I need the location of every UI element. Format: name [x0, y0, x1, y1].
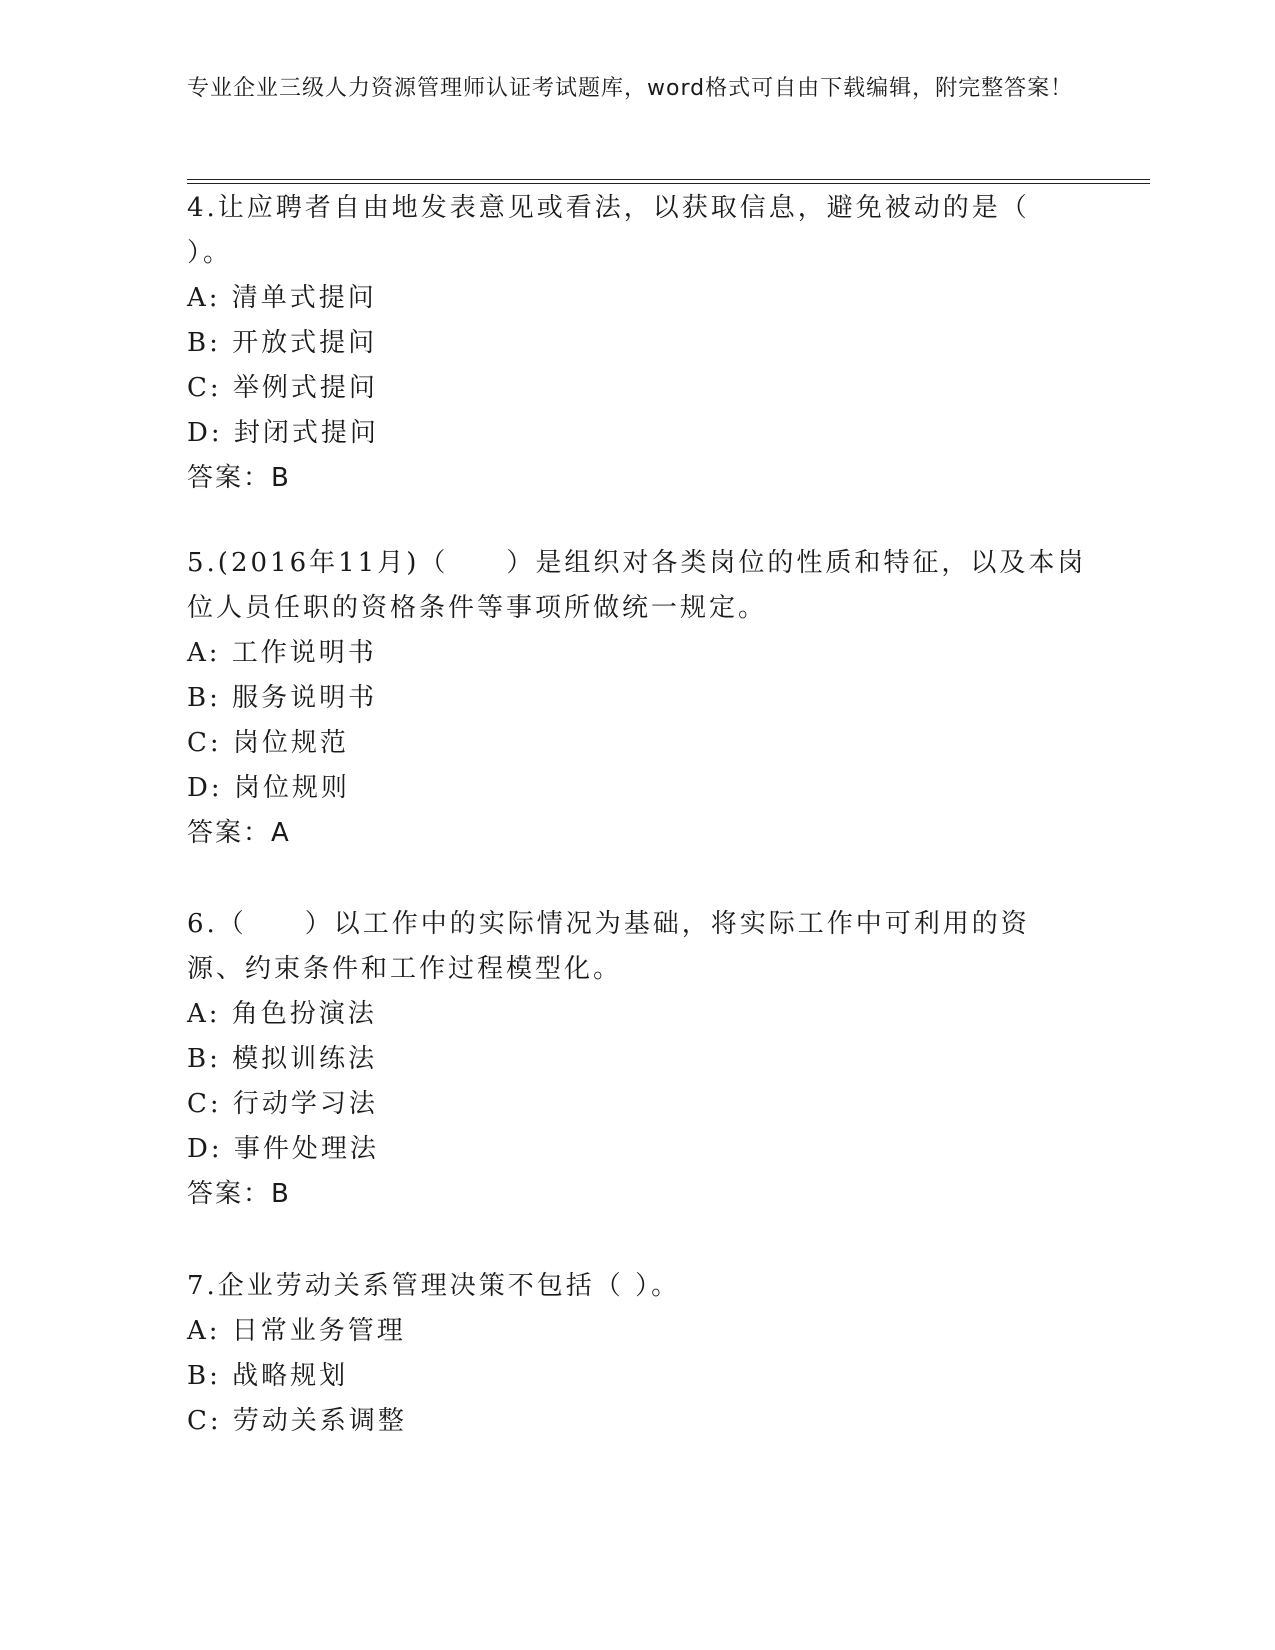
answer-label: 答案：B — [187, 1179, 291, 1209]
option-a: A: 角色扮演法 — [187, 999, 377, 1029]
answer-label: 答案：B — [187, 463, 291, 493]
question-stem: 4.让应聘者自由地发表意见或看法，以获取信息，避免被动的是（ ）。 — [187, 193, 1030, 268]
question-stem: 5.(2016年11月)（ ）是组织对各类岗位的性质和特征，以及本岗位人员任职的资格条件等事项所做统一规定。 — [187, 548, 1087, 623]
option-d: D: 封闭式提问 — [187, 418, 379, 448]
option-c: C: 岗位规范 — [187, 728, 349, 758]
option-d: D: 岗位规则 — [187, 773, 350, 803]
question-stem: 7.企业劳动关系管理决策不包括（ ）。 — [187, 1271, 681, 1301]
question-6 — [187, 902, 1087, 1217]
option-d: D: 事件处理法 — [187, 1134, 379, 1164]
option-a: A: 工作说明书 — [187, 638, 377, 668]
option-c: C: 劳动关系调整 — [187, 1406, 407, 1436]
option-b: B: 服务说明书 — [187, 683, 378, 713]
question-stem: 6.（ ）以工作中的实际情况为基础，将实际工作中可利用的资源、约束条件和工作过程模型化。 — [187, 909, 1030, 984]
option-c: C: 举例式提问 — [187, 373, 378, 403]
answer-label: 答案：A — [187, 818, 291, 848]
question-5 — [187, 541, 1087, 856]
option-a: A: 日常业务管理 — [187, 1316, 406, 1346]
header-divider-bottom — [187, 183, 1150, 184]
option-a: A: 清单式提问 — [187, 283, 377, 313]
header-divider-top — [187, 179, 1150, 180]
option-b: B: 开放式提问 — [187, 328, 378, 358]
document-header: 专业企业三级人力资源管理师认证考试题库，word格式可自由下载编辑，附完整答案！ — [187, 76, 1074, 101]
option-c: C: 行动学习法 — [187, 1089, 378, 1119]
question-7 — [187, 1264, 1087, 1444]
option-b: B: 模拟训练法 — [187, 1044, 378, 1074]
option-b: B: 战略规划 — [187, 1361, 349, 1391]
question-4 — [187, 186, 1087, 501]
